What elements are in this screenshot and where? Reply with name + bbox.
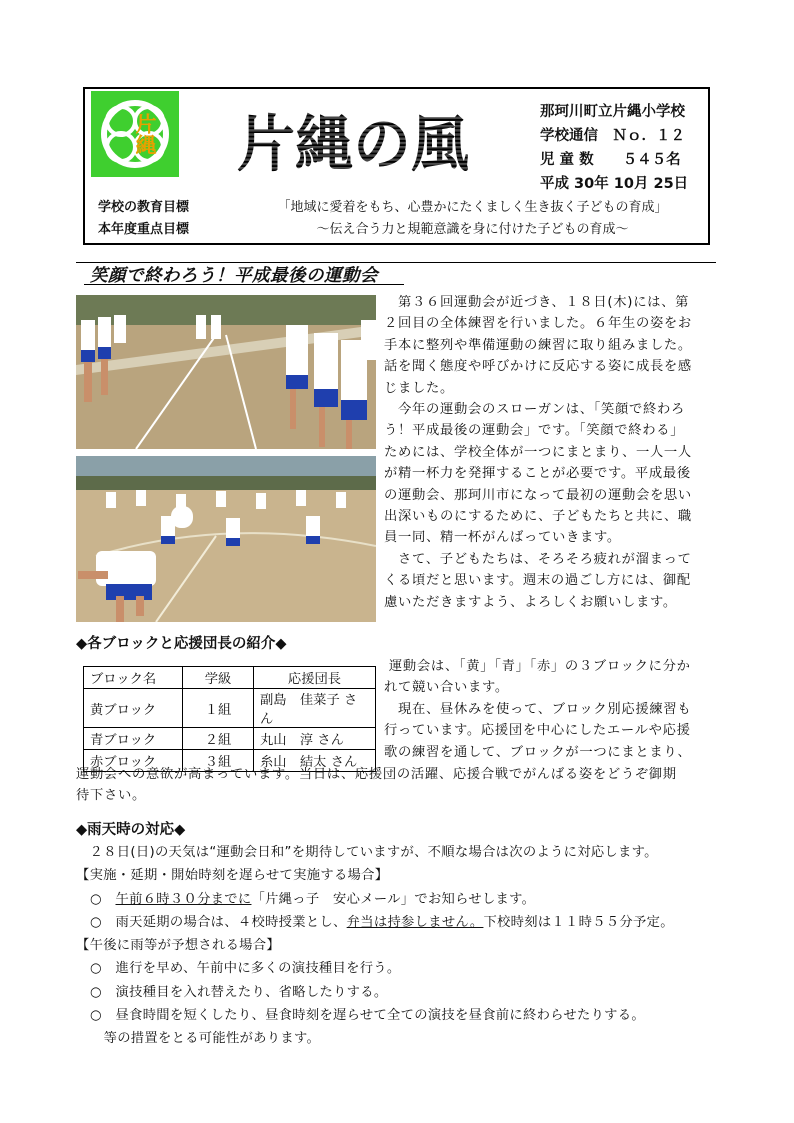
block-leader: 副島 佳菜子 さん: [254, 689, 376, 728]
column-header: ブロック名: [84, 667, 183, 689]
column-header: 学級: [183, 667, 254, 689]
blocks-line: 運動会への意欲が高まっています。当日は、応援団の活躍、応援合戦でがんばる姿をどうぞ御期: [76, 767, 677, 782]
block-leader: 丸山 淳 さん: [254, 728, 376, 750]
newsletter-number: 学校通信 Ｎｏ．１２: [540, 128, 685, 144]
blocks-line: 現在、昼休みを使って、ブロック別応援練習も: [384, 701, 692, 717]
article-line: 話を聞く態度や呼びかけに反応する姿に成長を感: [384, 359, 692, 375]
article-line: じました。: [384, 380, 454, 396]
blocks-heading: ◆各ブロックと応援団長の紹介◆: [76, 636, 287, 652]
rain-case2-heading: 【午後に雨等が予想される場合】: [76, 938, 280, 954]
article-title: 笑顔で終わろう！平成最後の運動会: [90, 266, 378, 286]
table-header-row: [84, 667, 376, 689]
rain-case1-item: ○ 雨天延期の場合は、４校時授業とし、弁当は持参しません。下校時刻は１１時５５分予定。: [90, 914, 674, 930]
article-line: ２回目の全体練習を行いました。６年生の姿をお: [384, 316, 692, 332]
article-line: ためには、学校全体が一つにまとまり、一人一人: [384, 444, 692, 460]
school-logo: [91, 91, 179, 177]
article-line: くる頃だと思います。週末の過ごし方には、御配: [384, 573, 691, 589]
rain-body: [76, 841, 674, 1051]
block-class: ２組: [183, 728, 254, 750]
article-line: さて、子どもたちは、そろそろ疲れが溜まって: [384, 551, 692, 567]
article-line: 員一同、精一杯がんばっていきます。: [384, 530, 621, 546]
blocks-line: 待下さい。: [76, 788, 146, 804]
rain-closing: 等の措置をとる可能性があります。: [90, 1031, 321, 1047]
focus-goal-text: ～伝え合う力と規範意識を身に付けた子どもの育成～: [316, 222, 629, 237]
focus-goal-label: 本年度重点目標: [98, 222, 190, 237]
article-line: の運動会、那珂川市になって最初の運動会を思い: [384, 487, 692, 503]
rain-case2-item: ○ 演技種目を入れ替えたり、省略したりする。: [90, 984, 388, 1000]
photo-stretching: [76, 456, 376, 622]
school-info: [540, 100, 688, 196]
blocks-line: れて競い合います。: [384, 680, 509, 696]
column-header: 応援団長: [254, 667, 376, 689]
article-body: [384, 292, 692, 613]
block-name: 赤ブロック: [84, 750, 183, 772]
table-row: [84, 728, 376, 750]
article-line: 手本に整列や準備運動の練習に取り組みました。: [384, 337, 692, 353]
block-leader: 糸山 結太 さん: [254, 750, 376, 772]
block-class: １組: [183, 689, 254, 728]
blocks-line: 運動会は、「黄」「青」「赤」の３ブロックに分か: [384, 659, 691, 674]
masthead-title: [183, 98, 523, 190]
rain-case2-item: ○ 昼食時間を短くしたり、昼食時刻を遅らせて全ての演技を昼食前に終わらせたりする。: [90, 1008, 645, 1024]
block-name: 青ブロック: [84, 728, 183, 750]
rain-case1-heading: 【実施・延期・開始時刻を遅らせて実施する場合】: [76, 868, 389, 884]
photo-warmup-line: [76, 295, 376, 449]
blocks-body: [384, 656, 691, 763]
blocks-table: [83, 666, 376, 772]
article-line: 今年の運動会のスローガンは、「笑顔で終わろ: [384, 402, 686, 418]
table-row: [84, 689, 376, 728]
education-goal-label: 学校の教育目標: [98, 200, 190, 215]
article-line: 出深いものにするために、子どもたちと共に、職: [384, 509, 692, 525]
article-line: が精一杯力を発揮することが必要です。平成最後: [384, 466, 691, 482]
block-class: ３組: [183, 750, 254, 772]
rain-case1-item: ○ 午前６時３０分までに「片縄っ子 安心メール」でお知らせします。: [90, 891, 536, 907]
rain-case2-item: ○ 進行を早め、午前中に多くの演技種目を行う。: [90, 961, 401, 977]
block-name: 黄ブロック: [84, 689, 183, 728]
rain-heading: ◆雨天時の対応◆: [76, 822, 186, 838]
issue-date: 平成 30年 10月 25日: [540, 176, 689, 192]
blocks-line: 歌の練習を通して、ブロックが一つにまとまり、: [384, 744, 692, 760]
education-goal-text: 「地域に愛着をもち、心豊かにたくましく生き抜く子どもの育成」: [277, 200, 668, 215]
student-count: 児 童 数 ５４５名: [540, 152, 681, 168]
article-line: 第３６回運動会が近づき、１８日(木)には、第: [384, 295, 690, 310]
article-line: 慮いただきますよう、よろしくお願いします。: [384, 594, 677, 610]
logo-text: 片縄: [133, 113, 157, 155]
blocks-line: 行っています。応援団を中心にしたエールや応援: [384, 723, 691, 739]
blocks-body-full: [76, 764, 677, 807]
school-name: 那珂川町立片縄小学校: [540, 104, 685, 120]
masthead-text: 片縄の風: [237, 109, 469, 181]
article-line: う！平成最後の運動会」です。「笑顔で終わる」: [384, 423, 685, 439]
title-underline: [84, 284, 404, 285]
rain-intro: ２８日(日)の天気は“運動会日和”を期待していますが、不順な場合は次のように対応します。: [76, 845, 658, 860]
